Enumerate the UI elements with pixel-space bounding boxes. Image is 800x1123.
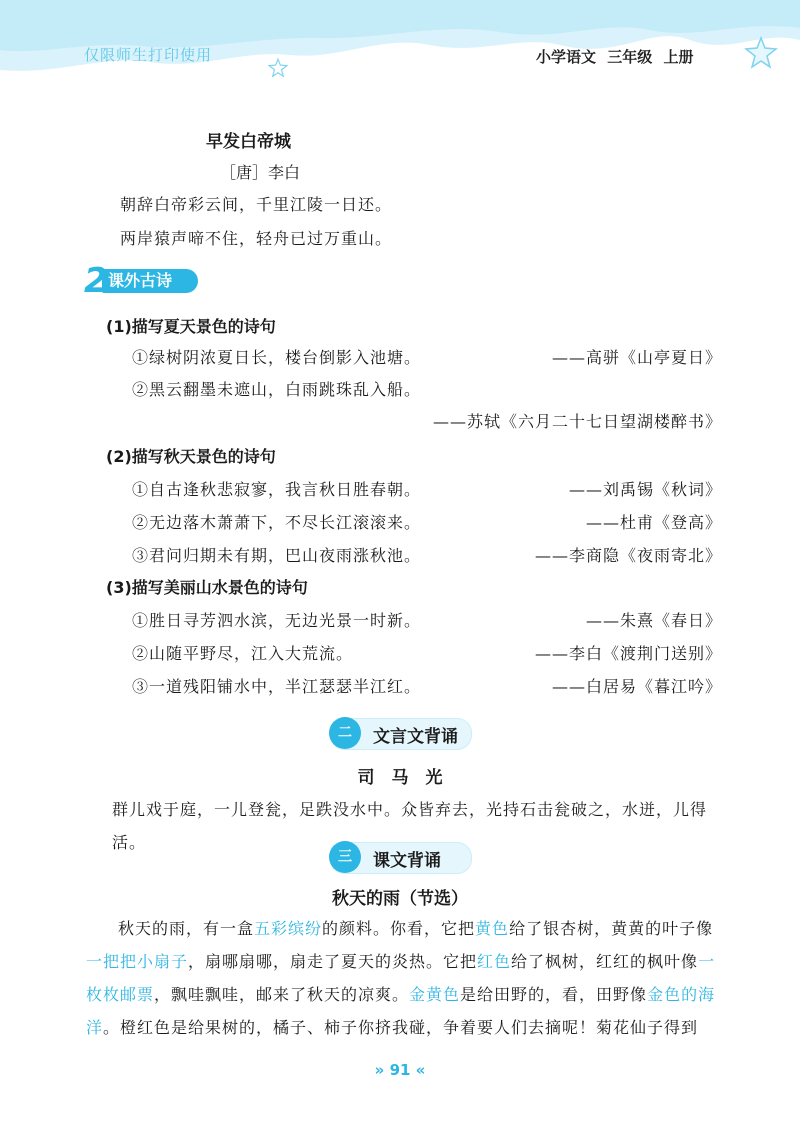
section-badge [84, 261, 194, 301]
verse-source: ——高骈《山亭夏日》 [551, 348, 722, 367]
part-heading-label: 课文背诵 [373, 851, 441, 871]
group-heading: (2)描写秋天景色的诗句 [106, 447, 276, 466]
verse-source: ——朱熹《春日》 [585, 611, 722, 630]
poem-line: 两岸猿声啼不住，轻舟已过万重山。 [120, 229, 393, 248]
section-title: 秋天的雨（节选） [332, 889, 468, 909]
part-number-badge: 二 [329, 717, 361, 749]
verse-source: ——李商隐《夜雨寄北》 [534, 546, 722, 565]
highlight-phrase: 一枚枚邮票 [86, 952, 716, 1004]
section-number: 2 [84, 261, 108, 301]
passage-segment: 的颜料。你看，它把 [322, 919, 476, 938]
page-number-value: 91 [389, 1061, 411, 1079]
page-arrow-icon: « [415, 1061, 426, 1079]
verse-source: ——李白《渡荆门送别》 [534, 644, 722, 663]
verse-text: ③君问归期未有期，巴山夜雨涨秋池。 [132, 546, 422, 565]
subject-grade-label: 小学语文 三年级 上册 [536, 48, 694, 66]
highlight-phrase: 五彩缤纷 [254, 919, 323, 938]
watermark-text: 仅限师生打印使用 [84, 46, 213, 64]
verse-text: ②无边落木萧萧下，不尽长江滚滚来。 [132, 513, 422, 532]
highlight-phrase: 红色 [477, 952, 512, 971]
section-label: 课外古诗 [102, 269, 198, 293]
verse-source: ——杜甫《登高》 [585, 513, 722, 532]
group-heading: (3)描写美丽山水景色的诗句 [106, 578, 308, 597]
verse-text: ①绿树阴浓夏日长，楼台倒影入池塘。 [132, 348, 422, 367]
passage-segment: 给了枫树，红红的枫叶像 [511, 952, 699, 971]
verse-text: ②山随平野尽，江入大荒流。 [132, 644, 354, 663]
highlight-phrase: 黄色 [475, 919, 510, 938]
page-number [0, 1061, 800, 1079]
group-heading: (1)描写夏天景色的诗句 [106, 317, 276, 336]
verse-source: ——刘禹锡《秋词》 [568, 480, 722, 499]
part-number-badge: 三 [329, 841, 361, 873]
passage-segment: ，飘哇飘哇，邮来了秋天的凉爽。 [154, 985, 410, 1004]
section-title: 司 马 光 [357, 768, 443, 788]
highlight-phrase: 金黄色 [409, 985, 461, 1004]
highlight-phrase: 一把把小扇子 [86, 952, 189, 971]
poem-line: 朝辞白帝彩云间，千里江陵一日还。 [120, 195, 393, 214]
verse-text: ①自古逢秋悲寂寥，我言秋日胜春朝。 [132, 480, 422, 499]
part-heading-pill [330, 842, 472, 874]
passage-segment: ，扇哪扇哪，扇走了夏天的炎热。它把 [188, 952, 478, 971]
classical-text: 群儿戏于庭，一儿登瓮，足跌没水中。众皆弃去，光持石击瓮破之，水迸，儿得活。 [112, 800, 708, 852]
verse-text: ①胜日寻芳泗水滨，无边光景一时新。 [132, 611, 422, 630]
passage-text [86, 912, 726, 1047]
poem-author: ［唐］李白 [220, 163, 301, 182]
passage-segment: 是给田野的，看，田野像 [460, 985, 648, 1004]
small-star-icon [268, 58, 288, 78]
part-heading-label: 文言文背诵 [373, 727, 458, 747]
passage-segment: 秋天的雨，有一盒 [118, 919, 255, 938]
page-arrow-icon: » [374, 1061, 385, 1079]
passage-segment: 。橙红色是给果树的，橘子、柿子你挤我碰，争着要人们去摘呢！菊花仙子得到 [103, 1018, 699, 1037]
highlight-phrase: 金色的海洋 [86, 985, 716, 1037]
star-icon [744, 36, 778, 70]
passage-segment: 给了银杏树，黄黄的叶子像 [509, 919, 714, 938]
poem-title: 早发白帝城 [206, 132, 291, 152]
verse-text: ③一道残阳铺水中，半江瑟瑟半江红。 [132, 677, 422, 696]
verse-source: ——苏轼《六月二十七日望湖楼醉书》 [432, 412, 722, 431]
part-heading-pill [330, 718, 472, 750]
verse-source: ——白居易《暮江吟》 [551, 677, 722, 696]
verse-text: ②黑云翻墨未遮山，白雨跳珠乱入船。 [132, 380, 422, 399]
